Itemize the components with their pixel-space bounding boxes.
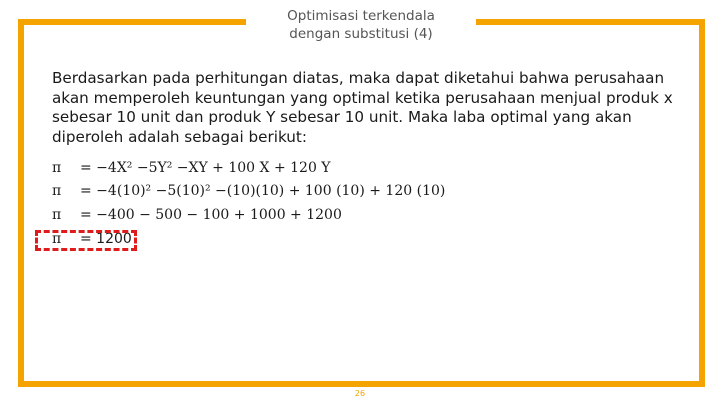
- equation-lhs: π: [52, 160, 62, 176]
- equation-rhs: = −400 − 500 − 100 + 1000 + 1200: [80, 207, 342, 223]
- equation-profit-function: [52, 160, 331, 176]
- equation-rhs: = −4(10)² −5(10)² −(10)(10) + 100 (10) + 120 (10): [80, 183, 446, 199]
- equation-rhs: = −4X² −5Y² −XY + 100 X + 120 Y: [80, 160, 331, 176]
- slide-title: [246, 7, 476, 43]
- equation-lhs: π: [52, 183, 62, 199]
- page-number: 26: [354, 389, 366, 398]
- title-line-2: dengan substitusi (4): [289, 26, 433, 42]
- equation-substitution: [52, 183, 445, 199]
- explanation-paragraph: Berdasarkan pada perhitungan diatas, maka dapat diketahui bahwa perusahaan akan memperoleh keuntungan yang optimal ketika perusahaan menjual produk x sebesar 10 unit dan produk Y sebesar 10 unit. Maka laba optimal yang akan diperoleh adalah sebagai berikut:: [52, 69, 673, 146]
- equation-lhs: π: [52, 207, 62, 223]
- equation-lhs: π: [52, 231, 62, 247]
- equation-rhs: = 1200: [80, 231, 132, 247]
- title-line-1: Optimisasi terkendala: [287, 8, 435, 24]
- equation-evaluated-terms: [52, 207, 342, 223]
- result-highlight-box: [35, 230, 137, 251]
